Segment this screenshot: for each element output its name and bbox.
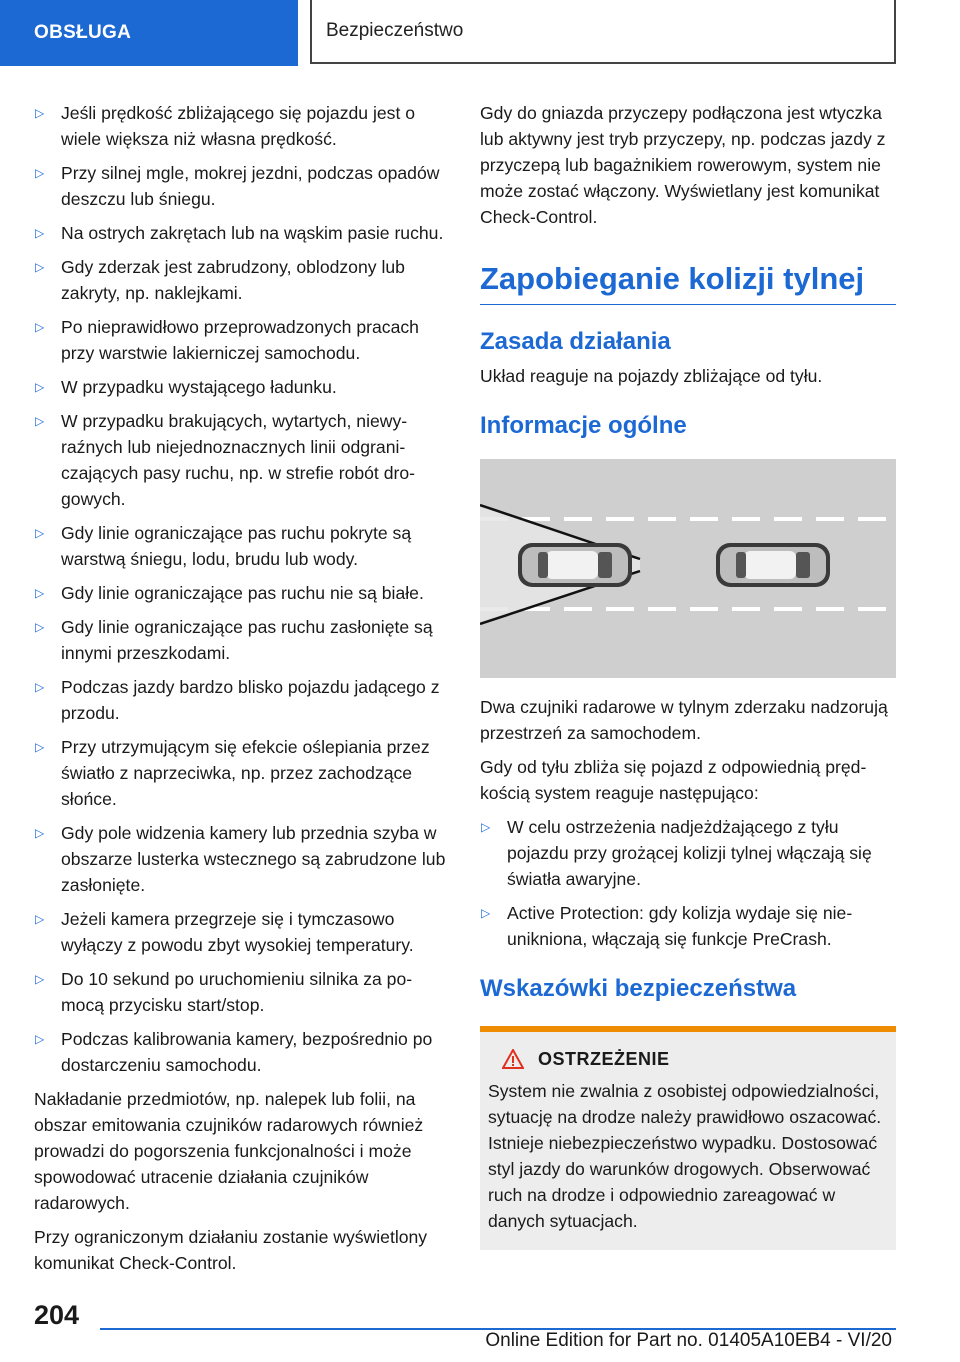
list-item: ▷ Po nieprawidłowo przeprowadzonych pracach przy warstwie lakierniczej samochodu. [34,314,449,366]
triangle-bullet-icon: ▷ [35,912,45,926]
triangle-bullet-icon: ▷ [35,226,45,240]
triangle-bullet-icon: ▷ [35,526,45,540]
trailer-paragraph: Gdy do gniazda przyczepy podłączona jest wtyczka lub aktywny jest tryb przyczepy, np. podczas jazdy z przyczepą lub bagażnikiem rowerowym, system nie może zostać włączony. Wyświetlany jest komunikat Check-Control. [480,103,886,227]
list-item: ▷ W przypadku brakujących, wytartych, niewyraźnych lub niejednoznacznych linii odgraniczających pasy ruchu, np. w strefie robót drogowych. [34,408,449,512]
list-item: ▷ Do 10 sekund po uruchomieniu silnika za pomocą przycisku start/stop. [34,966,449,1018]
triangle-bullet-icon: ▷ [35,414,45,428]
rear-car-icon [518,543,632,587]
list-item: ▷ Jeżeli kamera przegrzeje się i tymczasowo wyłączy z powodu zbyt wysokiej temperatury. [34,906,449,958]
list-item: ▷ Podczas kalibrowania kamery, bezpośrednio po dostarczeniu samochodu. [34,1026,449,1078]
page-number: 204 [34,1300,80,1330]
footer-edition: Online Edition for Part no. 01405A10EB4 - VI/20 [485,1330,892,1351]
triangle-bullet-icon: ▷ [35,166,45,180]
chapter-title: Bezpieczeństwo [310,0,896,64]
heading-general-info: Informacje ogólne [480,412,687,439]
list-item: ▷ Gdy linie ograniczające pas ruchu nie są białe. [34,580,449,606]
section-tab: OBSŁUGA [0,0,298,66]
list-item: ▷ Na ostrych zakrętach lub na wąskim pasie ruchu. [34,220,449,246]
warning-triangle-icon [502,1049,524,1069]
list-item: ▷ Gdy zderzak jest zabrudzony, oblodzony lub zakryty, np. naklejkami. [34,254,449,306]
reaction-list [480,814,896,952]
front-car-icon [716,543,830,587]
list-item: ▷ Przy silnej mgle, mokrej jezdni, podczas opadów deszczu lub śniegu. [34,160,449,212]
triangle-bullet-icon: ▷ [35,680,45,694]
triangle-bullet-icon: ▷ [35,826,45,840]
warning-box [480,1032,896,1250]
left-column [34,100,449,1284]
triangle-bullet-icon: ▷ [35,380,45,394]
warning-text: System nie zwalnia z osobistej odpowiedzialności, sytuację na drodze należy prawidłowo oszacować. Istnieje niebezpieczeństwo wypadku. Dostosować styl jazdy do warunków drogowych. Obserwować ruch na drodze i odpowiednio zareagować w danych sytuacjach. [488,1081,882,1231]
radar-coverage-paragraph: Nakładanie przedmiotów, np. nalepek lub folii, na obszar emitowania czujników radarowych również prowadzi do pogorszenia funkcjonalności i może spowodować utracenie działania czujników radarowych. [34,1089,424,1213]
list-item: ▷ Jeśli prędkość zbliżającego się pojazdu jest o wiele większa niż własna prędkość. [34,100,449,152]
triangle-bullet-icon: ▷ [35,106,45,120]
rear-radar-illustration [480,459,896,678]
limitations-list [34,100,449,1078]
heading-principle: Zasada działania [480,328,671,355]
list-item: ▷ Gdy linie ograniczające pas ruchu pokryte są warstwą śniegu, lodu, brudu lub wody. [34,520,449,572]
triangle-bullet-icon: ▷ [481,906,491,920]
warning-label: OSTRZEŻENIE [538,1049,670,1069]
list-item: ▷ Przy utrzymującym się efekcie oślepiania przez światło z naprzeciwka, np. przez zachodzące słońce. [34,734,449,812]
heading-safety: Wskazówki bezpieczeństwa [480,975,797,1002]
sensors-paragraph: Dwa czujniki radarowe w tylnym zderzaku nadzorują przestrzeń za samochodem. [480,697,888,743]
list-item: ▷ Gdy linie ograniczające pas ruchu zasłonięte są innymi przeszkodami. [34,614,449,666]
right-column [480,100,896,1250]
triangle-bullet-icon: ▷ [481,820,491,834]
triangle-bullet-icon: ▷ [35,320,45,334]
triangle-bullet-icon: ▷ [35,586,45,600]
triangle-bullet-icon: ▷ [35,740,45,754]
triangle-bullet-icon: ▷ [35,260,45,274]
approach-paragraph: Gdy od tyłu zbliża się pojazd z odpowiednią prędkością system reaguje następująco: [480,757,867,803]
warning-header [488,1046,888,1072]
list-item: ▷ Active Protection: gdy kolizja wydaje się nieunikniona, włączają się funkcje PreCrash. [480,900,896,952]
list-item: ▷ Gdy pole widzenia kamery lub przednia szyba w obszarze lusterka wstecznego są zabrudzone lub zasłonięte. [34,820,449,898]
principle-text: Układ reaguje na pojazdy zbliżające od tyłu. [480,366,823,386]
triangle-bullet-icon: ▷ [35,972,45,986]
list-item: ▷ W przypadku wystającego ładunku. [34,374,449,400]
section-heading-rear-collision: Zapobieganie kolizji tylnej [480,260,896,305]
list-item: ▷ W celu ostrzeżenia nadjeżdżającego z tyłu pojazdu przy grożącej kolizji tylnej włączają się światła awaryjne. [480,814,896,892]
check-control-paragraph: Przy ograniczonym działaniu zostanie wyświetlony komunikat Check-Control. [34,1227,428,1273]
list-item: ▷ Podczas jazdy bardzo blisko pojazdu jadącego z przodu. [34,674,449,726]
radar-diagram [480,459,896,678]
page-header [0,0,960,66]
triangle-bullet-icon: ▷ [35,1032,45,1046]
triangle-bullet-icon: ▷ [35,620,45,634]
